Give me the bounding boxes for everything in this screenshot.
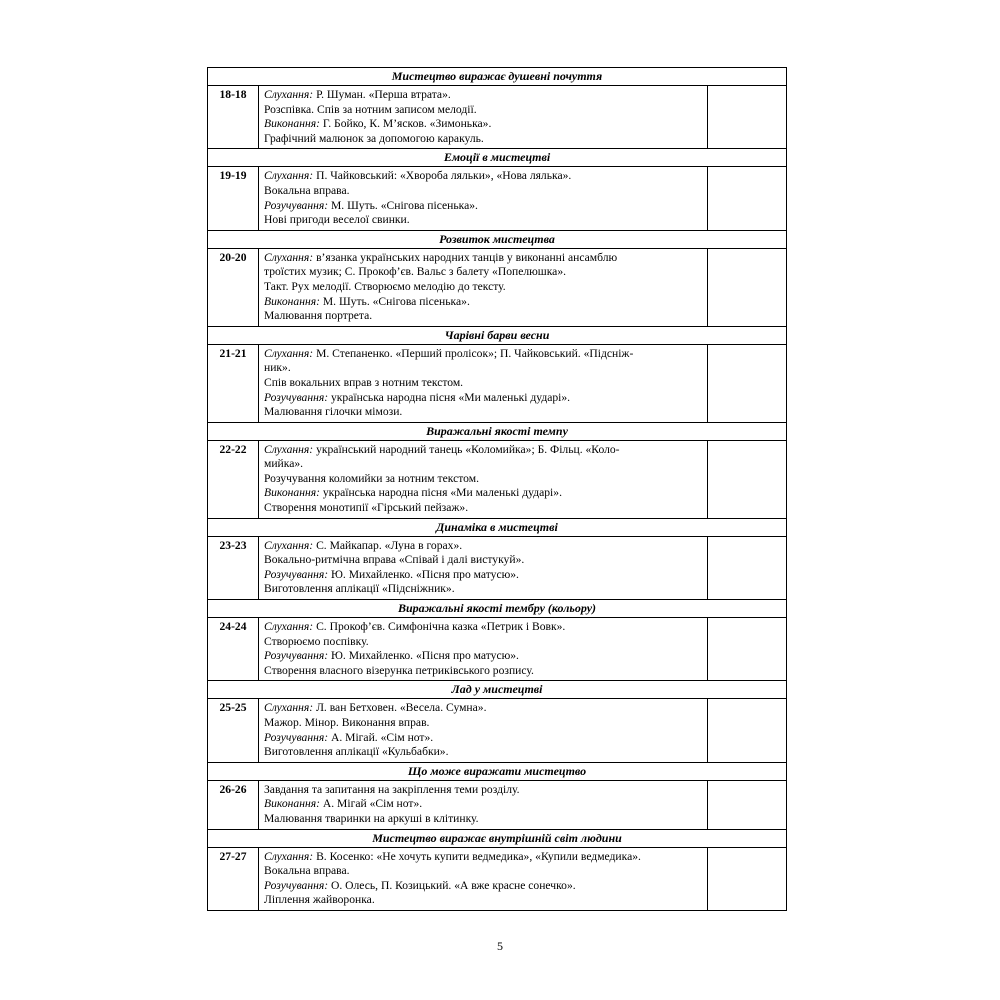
content-line: [264, 879, 703, 894]
lesson-row: [208, 536, 787, 599]
lesson-row: [208, 780, 787, 829]
activity-text: українська народна пісня «Ми маленькі дударі».: [328, 390, 571, 404]
activity-text: Малювання тваринки на аркуші в клітинку.: [264, 811, 479, 825]
section-header-row: [208, 829, 787, 847]
content-line: [264, 783, 703, 798]
activity-text: О. Олесь, П. Козицький. «А вже красне сонечко».: [328, 878, 576, 892]
activity-text: Нові пригоди веселої свинки.: [264, 213, 410, 227]
content-line: [264, 501, 703, 516]
lesson-content: [259, 344, 708, 422]
activity-label: Розучування:: [264, 198, 329, 212]
activity-label: Слухання:: [264, 346, 314, 360]
activity-label: Розучування:: [264, 649, 329, 663]
section-header-row: [208, 149, 787, 167]
section-header-row: [208, 68, 787, 86]
activity-text: А. Мігай «Сім нот».: [319, 797, 423, 811]
activity-label: Розучування:: [264, 730, 329, 744]
notes-cell: [708, 167, 787, 230]
activity-text: В. Косенко: «Не хочуть купити ведмедика», «Купили ведмедика».: [313, 849, 641, 863]
lesson-row: [208, 440, 787, 518]
section-title: Динаміка в мистецтві: [208, 518, 787, 536]
section-header-row: [208, 600, 787, 618]
lesson-content: [259, 847, 708, 910]
lesson-number: 23-23: [208, 536, 259, 599]
activity-text: Завдання та запитання на закріплення теми розділу.: [264, 782, 520, 796]
content-line: [264, 701, 703, 716]
lesson-number: 21-21: [208, 344, 259, 422]
section-header-row: [208, 681, 787, 699]
section-title: Мистецтво виражає душевні почуття: [208, 68, 787, 86]
lesson-number: 20-20: [208, 248, 259, 326]
activity-text: Р. Шуман. «Перша втрата».: [313, 88, 451, 101]
activity-text: М. Степаненко. «Перший пролісок»; П. Чайковський. «Підсніж-: [313, 346, 634, 360]
section-title: Розвиток мистецтва: [208, 230, 787, 248]
notes-cell: [708, 440, 787, 518]
content-line: [264, 568, 703, 583]
activity-text: Виготовлення аплікації «Підсніжник».: [264, 582, 455, 596]
lesson-number: 25-25: [208, 699, 259, 762]
activity-text: Ю. Михайленко. «Пісня про матусю».: [328, 649, 519, 663]
activity-label: Розучування:: [264, 878, 329, 892]
lesson-content: [259, 248, 708, 326]
activity-text: М. Шуть. «Снігова пісенька».: [328, 198, 478, 212]
activity-text: Графічний малюнок за допомогою каракуль.: [264, 131, 484, 145]
lesson-row: [208, 86, 787, 149]
activity-label: Виконання:: [264, 117, 320, 131]
content-line: [264, 457, 703, 472]
content-line: [264, 391, 703, 406]
lesson-content: [259, 167, 708, 230]
notes-cell: [708, 618, 787, 681]
activity-text: Створення власного візерунка петриківського розпису.: [264, 663, 534, 677]
activity-text: український народний танець «Коломийка»; Б. Фільц. «Коло-: [313, 442, 620, 456]
content-line: [264, 893, 703, 908]
lesson-row: [208, 699, 787, 762]
content-line: [264, 582, 703, 597]
activity-text: А. Мігай. «Сім нот».: [328, 730, 434, 744]
lesson-number: 24-24: [208, 618, 259, 681]
activity-text: троїстих музик; С. Прокоф’єв. Вальс з балету «Попелюшка».: [264, 265, 567, 279]
lesson-content: [259, 440, 708, 518]
activity-text: Розспівка. Спів за нотним записом мелодії.: [264, 102, 477, 116]
content-line: [264, 472, 703, 487]
content-line: [264, 103, 703, 118]
content-line: [264, 731, 703, 746]
activity-label: Слухання:: [264, 538, 314, 552]
activity-text: Виготовлення аплікації «Кульбабки».: [264, 745, 449, 759]
content-line: [264, 169, 703, 184]
content-line: [264, 864, 703, 879]
content-line: [264, 361, 703, 376]
lesson-row: [208, 344, 787, 422]
activity-label: Слухання:: [264, 849, 314, 863]
notes-cell: [708, 344, 787, 422]
activity-text: Мажор. Мінор. Виконання вправ.: [264, 716, 430, 729]
activity-text: Такт. Рух мелодії. Створюємо мелодію до тексту.: [264, 279, 506, 293]
section-title: Емоції в мистецтві: [208, 149, 787, 167]
content-line: [264, 199, 703, 214]
section-title: Виражальні якості темпу: [208, 422, 787, 440]
content-line: [264, 812, 703, 827]
lesson-number: 19-19: [208, 167, 259, 230]
activity-label: Слухання:: [264, 88, 314, 101]
content-line: [264, 265, 703, 280]
activity-text: С. Прокоф’єв. Симфонічна казка «Петрик і Вовк».: [313, 620, 566, 634]
content-line: [264, 309, 703, 324]
notes-cell: [708, 699, 787, 762]
notes-cell: [708, 536, 787, 599]
activity-text: П. Чайковський: «Хвороба ляльки», «Нова лялька».: [313, 169, 572, 183]
content-line: [264, 376, 703, 391]
activity-label: Виконання:: [264, 797, 320, 811]
activity-text: Малювання портрета.: [264, 309, 373, 323]
activity-label: Розучування:: [264, 390, 329, 404]
activity-text: Вокальна вправа.: [264, 864, 350, 878]
content-line: [264, 649, 703, 664]
section-header-row: [208, 230, 787, 248]
content-line: [264, 716, 703, 731]
activity-text: Вокальна вправа.: [264, 183, 350, 197]
activity-text: Створення монотипії «Гірський пейзаж».: [264, 501, 469, 515]
section-title: Що може виражати мистецтво: [208, 762, 787, 780]
activity-label: Слухання:: [264, 442, 314, 456]
content-line: [264, 117, 703, 132]
activity-text: Розучування коломийки за нотним текстом.: [264, 471, 479, 485]
activity-label: Виконання:: [264, 294, 320, 308]
activity-text: Ліплення жайворонка.: [264, 893, 375, 907]
content-line: [264, 797, 703, 812]
lesson-content: [259, 86, 708, 149]
notes-cell: [708, 847, 787, 910]
activity-text: Ю. Михайленко. «Пісня про матусю».: [328, 567, 519, 581]
content-line: [264, 664, 703, 679]
section-title: Виражальні якості тембру (кольору): [208, 600, 787, 618]
page-number: 5: [497, 939, 503, 953]
activity-text: Вокально-ритмічна вправа «Співай і далі вистукуй».: [264, 553, 525, 567]
content-line: [264, 635, 703, 650]
activity-text: Малювання гілочки мімози.: [264, 405, 403, 419]
activity-text: М. Шуть. «Снігова пісенька».: [319, 294, 470, 308]
section-title: Чарівні барви весни: [208, 326, 787, 344]
content-line: [264, 620, 703, 635]
content-line: [264, 539, 703, 554]
notes-cell: [708, 780, 787, 829]
lesson-row: [208, 167, 787, 230]
activity-label: Слухання:: [264, 620, 314, 634]
activity-text: мийка».: [264, 457, 304, 471]
activity-text: в’язанка українських народних танців у виконанні ансамблю: [313, 250, 618, 264]
content-line: [264, 553, 703, 568]
lesson-content: [259, 699, 708, 762]
lesson-number: 22-22: [208, 440, 259, 518]
content-line: [264, 251, 703, 266]
activity-label: Розучування:: [264, 567, 329, 581]
activity-label: Виконання:: [264, 486, 320, 500]
content-line: [264, 184, 703, 199]
lesson-plan-table: [207, 67, 787, 911]
lesson-number: 27-27: [208, 847, 259, 910]
content-line: [264, 347, 703, 362]
content-line: [264, 443, 703, 458]
notes-cell: [708, 248, 787, 326]
activity-label: Слухання:: [264, 250, 314, 264]
lesson-number: 18-18: [208, 86, 259, 149]
section-header-row: [208, 762, 787, 780]
content-line: [264, 88, 703, 103]
content-line: [264, 745, 703, 760]
lesson-row: [208, 248, 787, 326]
lesson-number: 26-26: [208, 780, 259, 829]
section-header-row: [208, 518, 787, 536]
activity-text: Г. Бойко, К. М’ясков. «Зимонька».: [319, 117, 492, 131]
activity-text: Спів вокальних вправ з нотним текстом.: [264, 375, 464, 389]
content-line: [264, 295, 703, 310]
section-header-row: [208, 422, 787, 440]
activity-text: ник».: [264, 361, 291, 375]
activity-text: С. Майкапар. «Луна в горах».: [313, 538, 463, 552]
activity-text: українська народна пісня «Ми маленькі дударі».: [319, 486, 562, 500]
content-line: [264, 280, 703, 295]
activity-text: Л. ван Бетховен. «Весела. Сумна».: [313, 701, 487, 715]
section-title: Лад у мистецтві: [208, 681, 787, 699]
content-line: [264, 405, 703, 420]
content-line: [264, 486, 703, 501]
content-line: [264, 132, 703, 147]
notes-cell: [708, 86, 787, 149]
content-line: [264, 213, 703, 228]
lesson-content: [259, 780, 708, 829]
activity-label: Слухання:: [264, 701, 314, 715]
section-header-row: [208, 326, 787, 344]
lesson-content: [259, 618, 708, 681]
activity-label: Слухання:: [264, 169, 314, 183]
lesson-row: [208, 618, 787, 681]
lesson-content: [259, 536, 708, 599]
section-title: Мистецтво виражає внутрішній світ людини: [208, 829, 787, 847]
content-line: [264, 850, 703, 865]
activity-text: Створюємо поспівку.: [264, 634, 369, 648]
lesson-row: [208, 847, 787, 910]
